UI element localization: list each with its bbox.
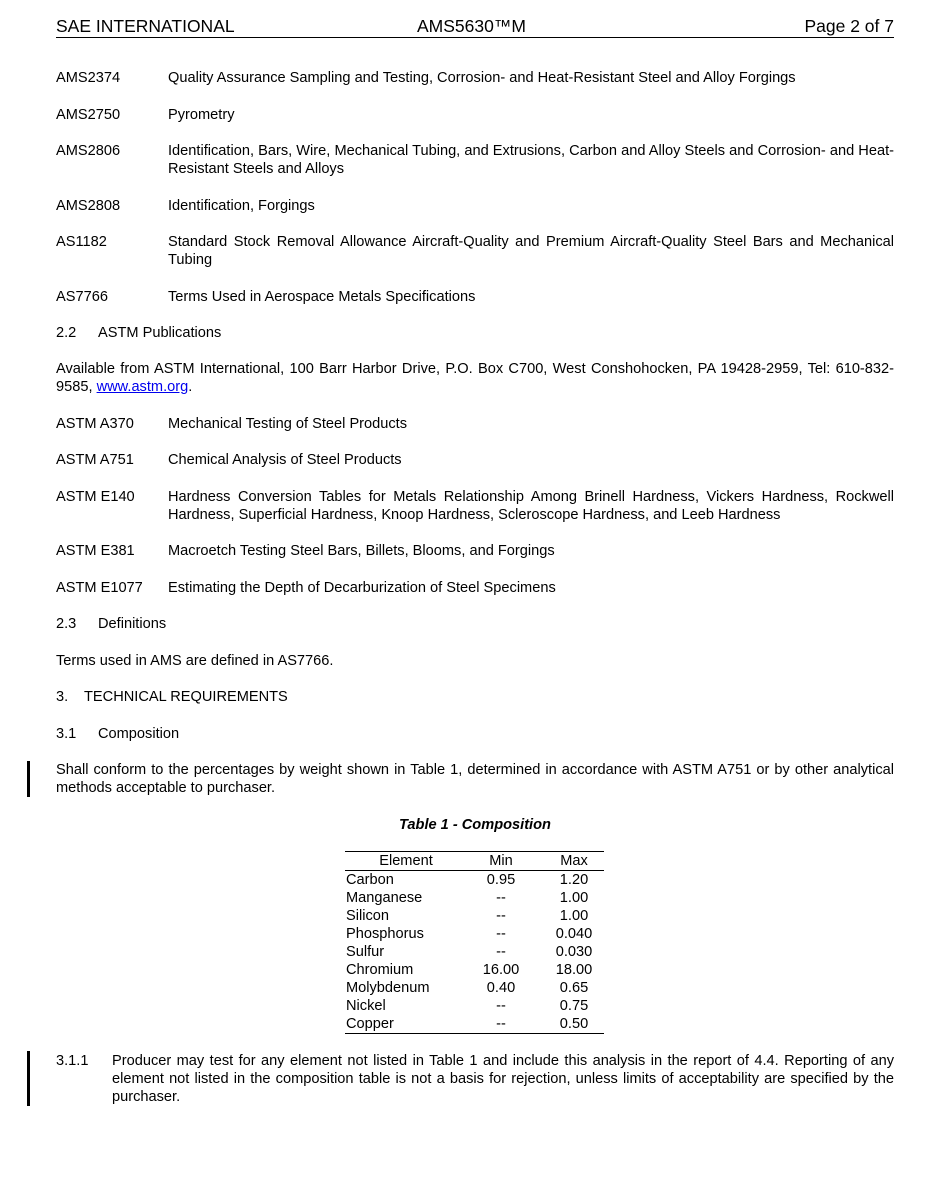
- table-row: [345, 889, 604, 907]
- min-value: --: [496, 944, 506, 960]
- reference-item: [56, 106, 894, 124]
- min-value: --: [496, 1016, 506, 1032]
- reference-title: Chemical Analysis of Steel Products: [168, 452, 402, 468]
- min-value: 0.40: [486, 980, 516, 996]
- element-name: Chromium: [346, 962, 414, 978]
- table-row: [345, 961, 604, 979]
- max-value: 1.00: [559, 908, 589, 924]
- element-name: Nickel: [346, 998, 386, 1014]
- table-row: [345, 979, 604, 997]
- reference-code: AMS2808: [56, 198, 121, 214]
- reference-code: AMS2806: [56, 143, 121, 159]
- section-heading-definitions: [56, 615, 894, 633]
- section-number: 2.2: [56, 325, 77, 341]
- header-doc-id: AMS5630™M: [417, 16, 526, 36]
- reference-title: Identification, Forgings: [168, 198, 315, 214]
- column-header-min: Min: [489, 853, 513, 869]
- reference-item: [56, 579, 894, 597]
- reference-code: AS1182: [56, 234, 107, 250]
- element-name: Silicon: [346, 908, 389, 924]
- reference-title: Hardness Conversion Tables for Metals Relationship Among Brinell Hardness, Vickers Hardness, Rockwell Hardness, Superficial Hardness, Knoop Hardness, Scleroscope Hardness, and Leeb Hardness: [168, 489, 894, 523]
- max-value: 0.040: [555, 926, 593, 942]
- reference-item: [56, 142, 894, 178]
- element-name: Copper: [346, 1016, 394, 1032]
- column-header-element: Element: [379, 853, 433, 869]
- reference-item: [56, 288, 894, 306]
- composition-text: Shall conform to the percentages by weight shown in Table 1, determined in accordance with ASTM A751 or by other analytical methods acceptable to purchaser.: [56, 762, 894, 796]
- column-header-max: Max: [560, 853, 588, 869]
- revision-bar: [27, 761, 30, 797]
- table-row: [345, 907, 604, 925]
- paragraph-text: Producer may test for any element not listed in Table 1 and include this analysis in the report of 4.4. Reporting of any element not listed in the composition table is not a basis for rejection, unless limits of acceptability are specified by the purchaser.: [112, 1053, 894, 1105]
- section-heading-composition: [56, 725, 894, 743]
- element-name: Molybdenum: [346, 980, 430, 996]
- reference-code: ASTM E381: [56, 543, 135, 559]
- section-number: 3.1: [56, 726, 77, 742]
- reference-code: AS7766: [56, 289, 108, 305]
- header-org: SAE INTERNATIONAL: [56, 16, 235, 36]
- composition-table: [345, 851, 604, 1034]
- paragraph-number: 3.1.1: [56, 1053, 89, 1069]
- table-row: [345, 943, 604, 961]
- section-title: Definitions: [98, 616, 167, 632]
- section-number: 2.3: [56, 616, 77, 632]
- reference-code: AMS2750: [56, 107, 121, 123]
- min-value: 0.95: [486, 872, 516, 888]
- reference-code: ASTM A751: [56, 452, 134, 468]
- reference-code: ASTM E140: [56, 489, 135, 505]
- reference-item: [56, 69, 894, 87]
- reference-title: Mechanical Testing of Steel Products: [168, 416, 408, 432]
- availability-tail: .: [188, 379, 193, 395]
- min-value: --: [496, 926, 506, 942]
- max-value: 0.030: [555, 944, 593, 960]
- section-number: 3.: [56, 689, 69, 705]
- astm-availability: [56, 360, 894, 396]
- reference-title: Estimating the Depth of Decarburization of Steel Specimens: [168, 580, 556, 596]
- reference-code: AMS2374: [56, 70, 121, 86]
- min-value: 16.00: [482, 962, 520, 978]
- element-name: Carbon: [346, 872, 394, 888]
- section-title: ASTM Publications: [98, 325, 222, 341]
- paragraph-3-1-1: [56, 1052, 894, 1106]
- table-row: [345, 871, 604, 889]
- reference-title: Macroetch Testing Steel Bars, Billets, Blooms, and Forgings: [168, 543, 555, 559]
- element-name: Manganese: [346, 890, 423, 906]
- reference-code: ASTM A370: [56, 416, 134, 432]
- section-title: TECHNICAL REQUIREMENTS: [84, 689, 288, 705]
- reference-item: [56, 542, 894, 560]
- max-value: 0.50: [559, 1016, 589, 1032]
- revision-bar: [27, 1051, 30, 1106]
- table-caption: Table 1 - Composition: [399, 817, 551, 833]
- min-value: --: [496, 998, 506, 1014]
- table-header-row: [345, 852, 604, 871]
- reference-item: [56, 415, 894, 433]
- reference-title: Identification, Bars, Wire, Mechanical Tubing, and Extrusions, Carbon and Alloy Steels and Corrosion- and Heat-Resistant Steels and Alloys: [168, 143, 894, 177]
- max-value: 1.00: [559, 890, 589, 906]
- element-name: Phosphorus: [346, 926, 424, 942]
- section-heading-astm: [56, 324, 894, 342]
- astm-website-link[interactable]: www.astm.org: [96, 379, 189, 395]
- min-value: --: [496, 890, 506, 906]
- table-row: [345, 1015, 604, 1033]
- reference-title: Quality Assurance Sampling and Testing, Corrosion- and Heat-Resistant Steel and Alloy Forgings: [168, 70, 796, 86]
- reference-title: Pyrometry: [168, 107, 235, 123]
- reference-item: [56, 197, 894, 215]
- table-row: [345, 925, 604, 943]
- definitions-text: Terms used in AMS are defined in AS7766.: [56, 653, 334, 669]
- reference-code: ASTM E1077: [56, 580, 143, 596]
- reference-title: Standard Stock Removal Allowance Aircraft-Quality and Premium Aircraft-Quality Steel Bars and Mechanical Tubing: [168, 234, 894, 268]
- element-name: Sulfur: [346, 944, 385, 960]
- reference-title: Terms Used in Aerospace Metals Specifications: [168, 289, 476, 305]
- max-value: 0.65: [559, 980, 589, 996]
- max-value: 18.00: [555, 962, 593, 978]
- section-heading-technical: [56, 688, 894, 706]
- reference-item: [56, 451, 894, 469]
- max-value: 0.75: [559, 998, 589, 1014]
- min-value: --: [496, 908, 506, 924]
- header-page-number: Page 2 of 7: [804, 16, 894, 36]
- section-title: Composition: [98, 726, 180, 742]
- table-row: [345, 997, 604, 1015]
- page-header: [56, 16, 894, 38]
- reference-item: [56, 488, 894, 524]
- max-value: 1.20: [559, 872, 589, 888]
- reference-item: [56, 233, 894, 269]
- availability-text: Available from ASTM International, 100 Barr Harbor Drive, P.O. Box C700, West Conshohocken, PA 19428-2959, Tel: 610-832-9585,: [56, 361, 894, 395]
